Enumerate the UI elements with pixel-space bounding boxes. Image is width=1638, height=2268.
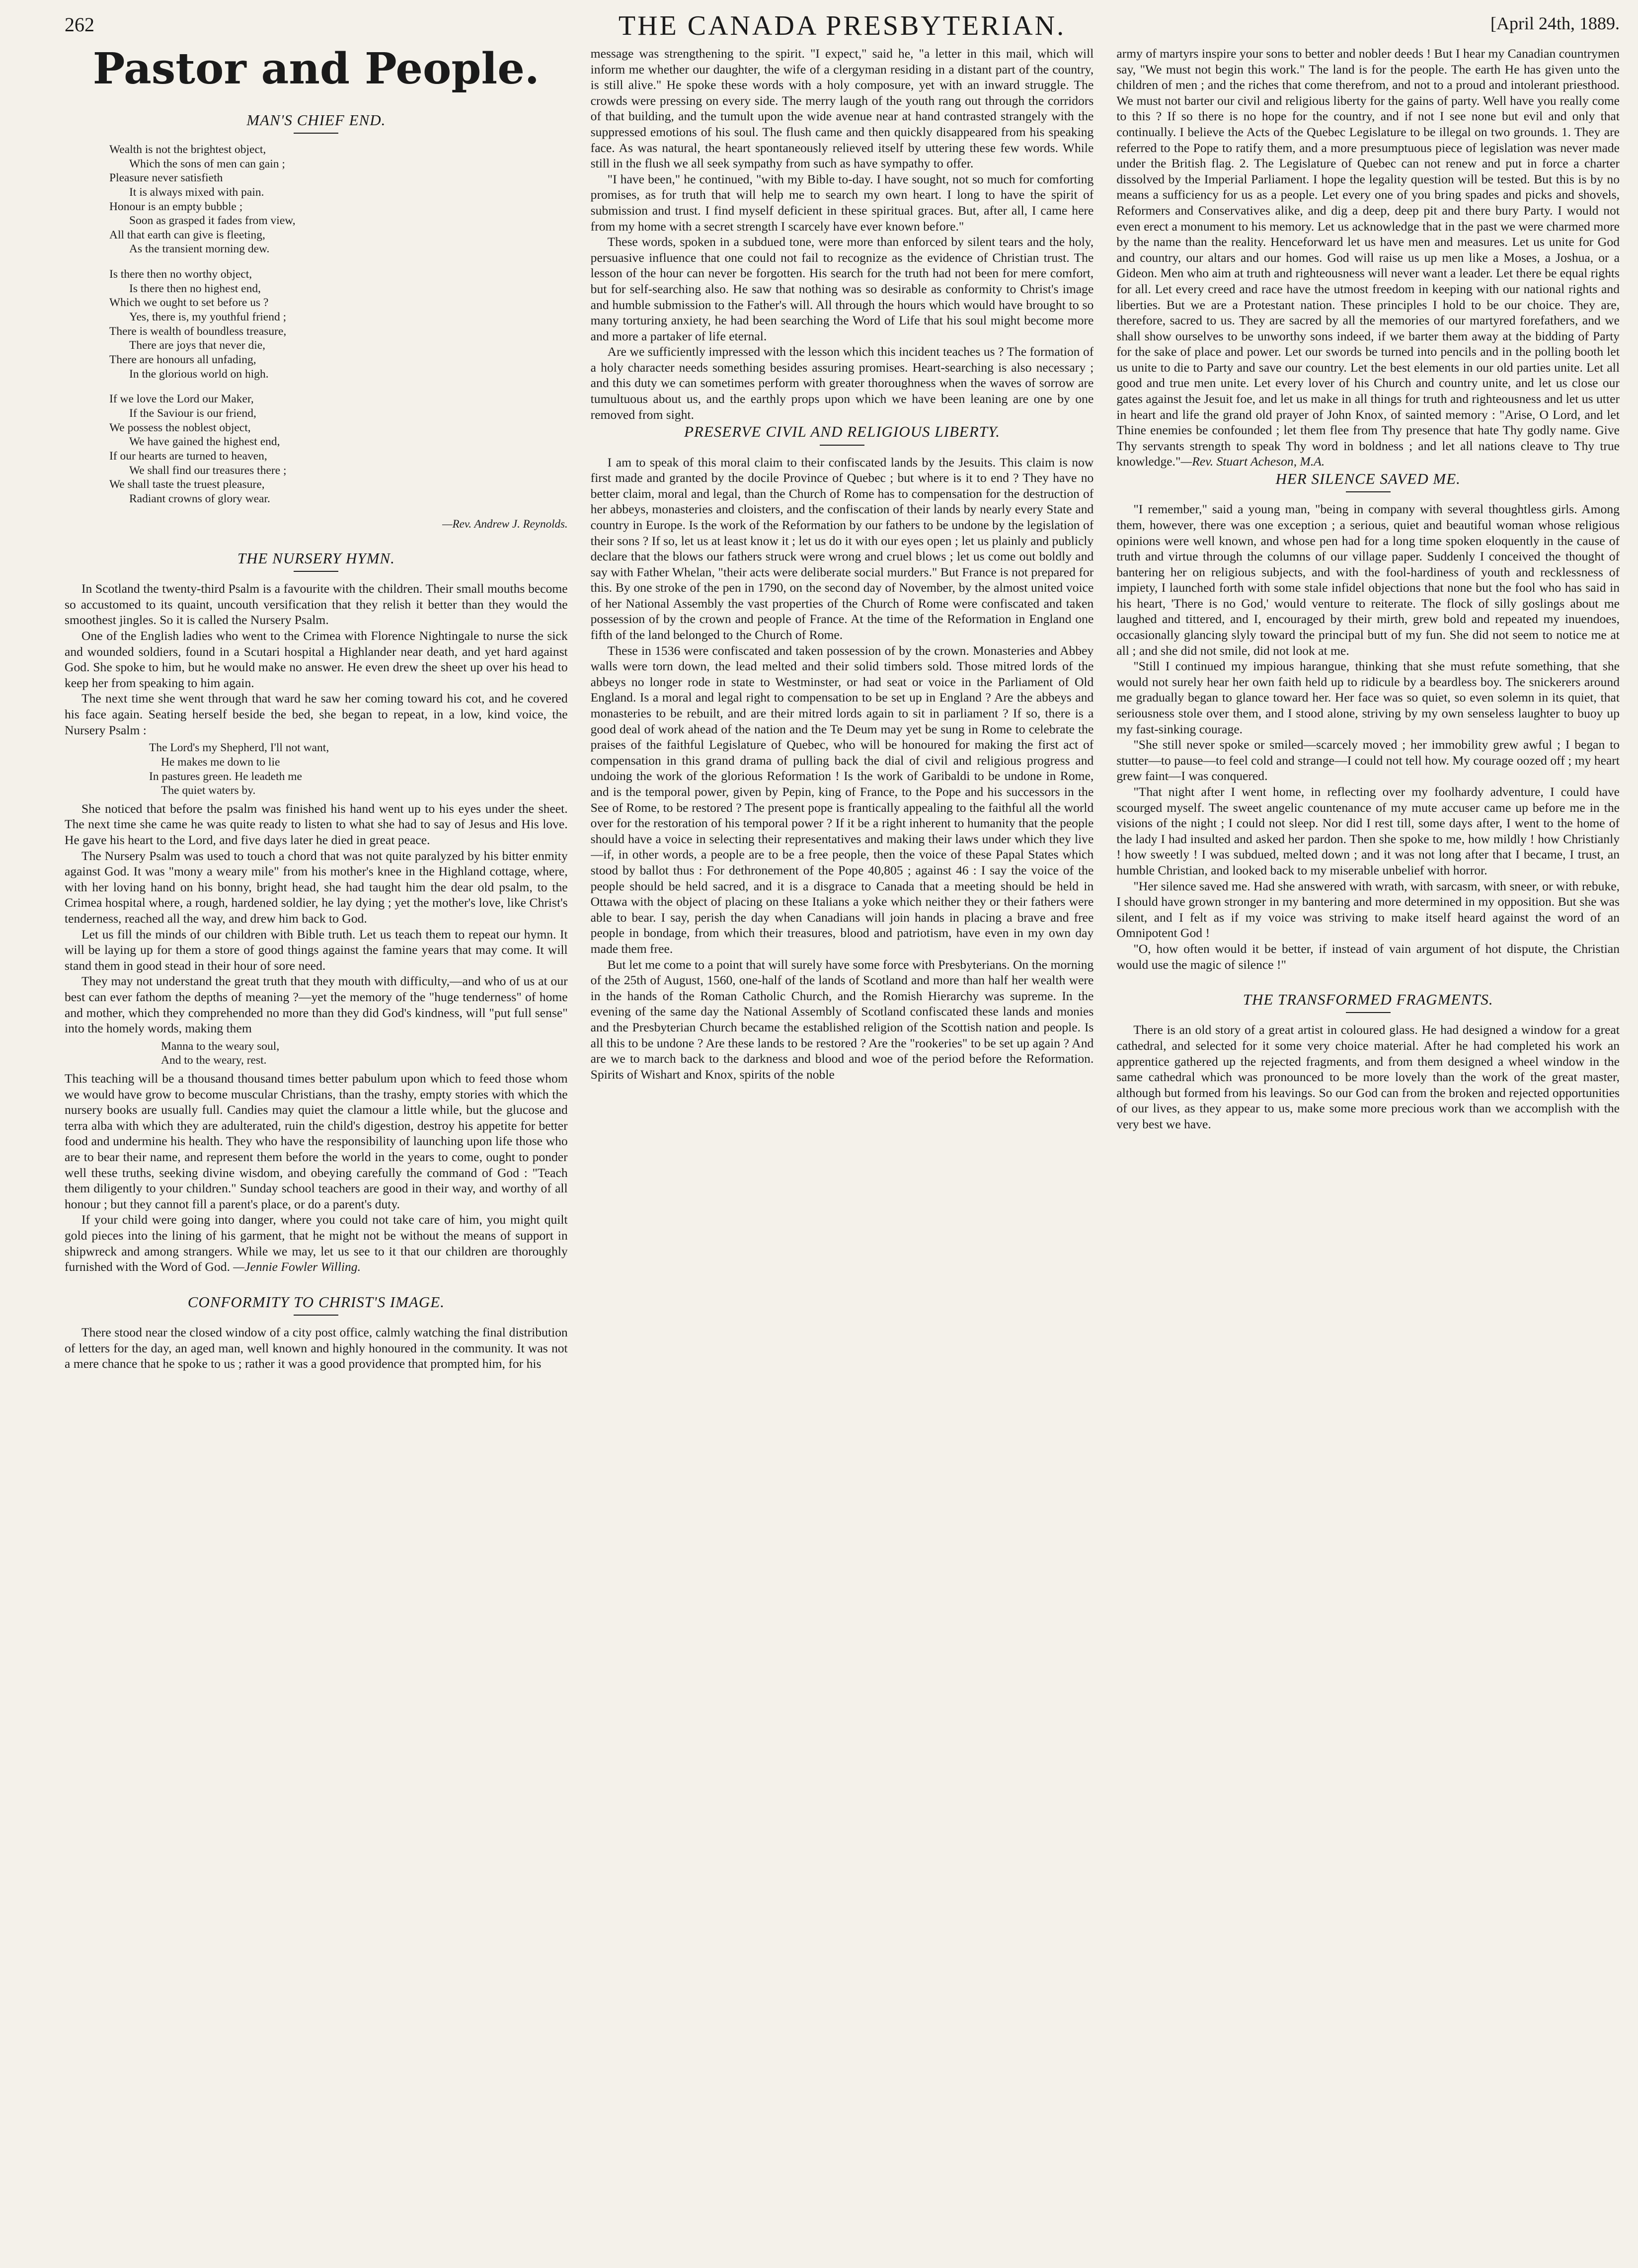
poem-line: There is wealth of boundless treasure,: [109, 324, 287, 338]
paragraph: "I remember," said a young man, "being in company with several thoughtless girls. Among them, however, there was one exception ; a serious, quiet and beautiful woman whose religious opinions were well known, and whose pen had for a long time spoken eloquently in the cause of truth and virtue through the columns of our village paper. Suddenly I conceived the thought of bantering her on religious subjects, and with the fool-hardiness of youth and recklessness of impiety, I launched forth with some stale infidel objections that none but the fool who has said in his heart, 'There is no God,' would venture to reiterate. The flock of silly goslings about me laughed and tittered, and I, encouraged by their mirth, grew bold and repeated my inuendoes, occasionally glancing slyly toward the principal butt of my fun. She did not seem to notice me at all ; and she did not smile, did not look at me.: [1116, 502, 1620, 658]
poem-line: Soon as grasped it fades from view,: [129, 214, 296, 228]
verse-line: He makes me down to lie: [161, 755, 280, 769]
paragraph: These in 1536 were confiscated and taken possession of by the crown. Monasteries and Abbey walls were torn down, the lead melted and their solid timbers sold. Those mitred lords of the abbeys no longer rode in state to Westminster, or had seat or voice in the Parliament of Old England. Is a moral and legal right to compensation to be set up in England ? Are the abbeys and monasteries to be rebuilt, and are their mitred lords again to sit in parliament ? If so, there is a good deal of work ahead of the nation and the Te Deum may yet be sung in Rome to celebrate the praises of the faithful Legislature of Quebec, who will be honoured for making the first act of compensation in this grand drama of pulling back the dial of civil and religious progress and undoing the work of the glorious Reformation ! Is the work of Garibaldi to be undone in Rome, and is the temporal power, given by Pepin, king of France, to the Pope and his successors in the See of Rome, to be restored ? The present pope is frantically appealing to the faithful all the world over for the restoration of his temporal power ? If it be a right inherent to humanity that the people should have a voice in selecting their representatives and making their laws under which they live—if, in other words, a people are to be a free people, then the voice of these Papal States which stood by ballot thus : For dethronement of the Pope 40,805 ; against 46 : I say the voice of the people should be held sacred, and it is a disgrace to Canada that a meeting should be held in Ottawa with the object of placing on these Italians a yoke which neither they or their fathers were able to bear. I say, perish the day when Canadians will join hands in placing a brave and free people in bondage, from which their treasures, blood and patriotism, have even in my own day made them free.: [590, 643, 1094, 956]
poem-line: There are joys that never die,: [129, 339, 266, 352]
running-head: [65, 10, 1620, 42]
poem-line: If the Saviour is our friend,: [129, 407, 256, 420]
paragraph: The Nursery Psalm was used to touch a chord that was not quite paralyzed by his bitter enmity against God. It was "mony a weary mile" from his mother's knee in the Highland cottage, where, with her loving hand on his bonny, bright head, she had taught him the dear old psalm, to the Crimea hospital where, a rough, hardened soldier, he lay dying ; yet the mother's love, like Christ's tenderness, reached all the way, and drew him back to God.: [65, 848, 568, 926]
column-1: [65, 46, 568, 2256]
issue-date: [April 24th, 1889.: [1490, 13, 1620, 33]
paragraph-text: army of martyrs inspire your sons to better and nobler deeds ! But I hear my Canadian countrymen say, "We must not begin this work." The land is for the people. The earth He has given unto the children of men ; and the riches that come therefrom, and not to a proud and intolerant priesthood. We must not barter our civil and religious liberty for the gains of party. Well have you really come to this ? If so there is no hope for the country, and if not I see none but evil and only that continually. I believe the Acts of the Quebec Legislature to be illegal on two grounds. 1. They are referred to the Pope to ratify them, and a more presumptuous piece of legislation was never made under the British flag. 2. The Legislature of Quebec can not renew and put in force a charter dissolved by the Imperial Parliament. I hope the legality question will be tested. But this is by no means a sufficiency for us as a people. Let every one of you bring spades and picks and shovels, Reformers and Conservatives alike, and dig a deep, deep pit and there bury Party. I would not even erect a monument to his memory. Let us acknowledge that in the past we were charmed more by the name than the reality. Henceforward let us have men and measures. Let us unite for God and country, our altars and our homes. God will raise us up men like a Moses, a Joshua, or a Gideon. Men who aim at truth and righteousness will never want a leader. Let there be equal rights for all. Let every creed and race have the utmost freedom in keeping with our national rights and liberties. But we are a Protestant nation. These principles I hold to be our choice. They are, therefore, sacred to us. They are sacred by all the memories of our martyred forefathers, and we shall show ourselves to be unworthy sons indeed, if we barter them away at the bidding of Party for the sake of place and power. Let our swords be turned into pencils and in the polling booth let us unite to die to Party and save our country. Let the best elements in our old parties unite. Let all good and true men unite. Let every lover of his Church and country unite, and let us close our gates against the Jesuit foe, and let us make in all things for truth and righteousness and let us utter in heart and life the grand old prayer of John Knox, of sainted memory : "Arise, O Lord, and let Thine enemies be confounded ; let them flee from Thy presence that hate Thy godly name. Give Thy servants strength to speak Thy word in boldness ; and let all nations cleave to Thy true knowledge.": [1116, 46, 1620, 469]
poem-line: In the glorious world on high.: [129, 367, 269, 381]
paragraph: They may not understand the great truth that they mouth with difficulty,—and who of us at our best can ever fathom the depths of meaning ?—yet the memory of the "huge tenderness" of home and mother, which they comprehended no more than they did God's kindness, will "put full sense" into the homely words, making them: [65, 974, 568, 1036]
verse-line: In pastures green. He leadeth me: [149, 770, 302, 783]
columns: [65, 46, 1620, 2256]
paragraph: Let us fill the minds of our children with Bible truth. Let us teach them to repeat our hymn. It will be laying up for them a store of good things against the famine years that may come. It will stand them in good stead in their hour of sore need.: [65, 927, 568, 973]
newspaper-title: THE CANADA PRESBYTERIAN.: [618, 10, 1066, 41]
poem-stanza: [109, 267, 568, 381]
psalm-verse: [149, 741, 568, 798]
article-title-fragments: THE TRANSFORMED FRAGMENTS.: [1243, 991, 1493, 1009]
poem-line: Is there then no worthy object,: [109, 268, 252, 281]
poem-line: If our hearts are turned to heaven,: [109, 450, 267, 463]
title-rule: [294, 133, 338, 134]
paragraph: The next time she went through that ward he saw her coming toward his cot, and he covered his face again. Seating herself beside the bed, she began to repeat, in a low, kind voice, the Nursery Psalm :: [65, 691, 568, 737]
verse-line: And to the weary, rest.: [161, 1054, 267, 1067]
poem-line: If we love the Lord our Maker,: [109, 392, 254, 406]
paragraph: One of the English ladies who went to the Crimea with Florence Nightingale to nurse the sick and wounded soldiers, found in a Scutari hospital a Highlander near death, and yet hard against God. She spoke to him, but he would make no answer. He even drew the sheet up over his head to keep her from speaking to him again.: [65, 628, 568, 690]
paragraph-text: If your child were going into danger, where you could not take care of him, you might quilt gold pieces into the lining of his garment, that he might not be without the means of support in shipwreck and among strangers. While we may, let us see to it that our children are thoroughly furnished with the Word of God.: [65, 1212, 568, 1274]
poem-line: It is always mixed with pain.: [129, 185, 264, 199]
paragraph: I am to speak of this moral claim to their confiscated lands by the Jesuits. This claim is now first made and granted by the docile Province of Quebec ; but where is it to end ? They have no better claim, moral and legal, than the Church of Rome has to compensation for the destruction of her abbeys, monasteries and cloisters, and the confiscation of their lands by nearly every State and country in Europe. Is the work of the Reformation by our fathers to be undone by the legislation of their sons ? If so, let us at least know it ; let us do it with our eyes open ; let us plainly and publicly declare that the blows our fathers struck were wrong and cruel blows ; let us come out boldly and say with Father Whelan, "their acts were deliberate social murders." But France is not prepared for this. By one stroke of the pen in 1790, on the second day of November, by the almost united voice of her National Assembly the vast properties of the Church of Rome were confiscated and taken possession of by the crown and people of France. At the time of the Reformation in England one fifth of the land belonged to the Church of Rome.: [590, 455, 1094, 642]
title-rule: [1346, 1012, 1391, 1013]
poem-line: Honour is an empty bubble ;: [109, 200, 243, 213]
poem-line: Which the sons of men can gain ;: [129, 157, 285, 170]
title-rule: [294, 1315, 338, 1316]
paragraph: message was strengthening to the spirit. "I expect," said he, "a letter in this mail, which will inform me whether our daughter, the wife of a clergyman residing in a distant part of the country, is still alive." He spoke these words with a holy composure, yet with an inward struggle. The crowds were pressing on every side. The merry laugh of the youth rang out through the corridors of that building, and the tumult upon the wide avenue near at hand contrasted strangely with the suppressed emotions of his soul. The flush came and then quickly disappeared from his speaking face. As was natural, the heart spontaneously relieved itself by uttering these few words. While still in the flush we all seek sympathy from such as have sympathy to offer.: [590, 46, 1094, 171]
article-title-liberty: PRESERVE CIVIL AND RELIGIOUS LIBERTY.: [684, 423, 1001, 441]
poem-line: There are honours all unfading,: [109, 353, 256, 367]
section-title: Pastor and People.: [92, 46, 540, 94]
paragraph: This teaching will be a thousand thousand times better pabulum upon which to feed those whom we would have grow to become muscular Christians, than the trashy, empty stories with which the nursery books are usually full. Candies may quiet the clamour a little while, but the glucose and terra alba with which they are adulterated, ruin the child's digestion, destroy his appetite for better food and undermine his health. They who have the responsibility of launching upon life those who are to bear their name, and represent them before the world in the years to come, ought to ponder well these truths, seeking divine wisdom, and obeying carefully the command of God : "Teach them diligently to your children." Sunday school teachers are good in their way, and worthy of all honour ; but they cannot fill a parent's place, or do a parent's duty.: [65, 1071, 568, 1211]
column-3: [1116, 46, 1620, 2256]
article-title-her-silence: HER SILENCE SAVED ME.: [1275, 470, 1461, 488]
paragraph: These words, spoken in a subdued tone, were more than enforced by silent tears and the holy, persuasive influence that one could not fail to recognize as the evidence of Christian trust. The lesson of the hour can never be forgotten. His search for the truth had not been for mere comfort, but for self-searching also. He saw that nothing was so desirable as conformity to Christ's image and humble submission to the Father's will. All through the hours which would have brought to so many torturing anxiety, he had been searching the Word of Life that his soul might become more and more a partaker of life eternal.: [590, 235, 1094, 343]
title-rule: [820, 445, 864, 446]
verse-line: The Lord's my Shepherd, I'll not want,: [149, 741, 329, 755]
paragraph: "Still I continued my impious harangue, thinking that she must refute something, that she would not surely hear her own faith held up to ridicule by a beardless boy. The snickerers around me gradually began to glance toward her. Her face was so quiet, so even solemn in its quiet, that seriousness stole over them, and I stood alone, striving by my own senseless laughter to buoy up my fast-sinking courage.: [1116, 659, 1620, 736]
poem-line: All that earth can give is fleeting,: [109, 228, 265, 241]
poem-line: Is there then no highest end,: [129, 282, 261, 295]
paragraph: [65, 1212, 568, 1274]
poem-signature: —Rev. Andrew J. Reynolds.: [442, 517, 568, 530]
newspaper-page: [65, 10, 1620, 2256]
paragraph: There stood near the closed window of a city post office, calmly watching the final distribution of letters for the day, an aged man, well known and highly honoured in the community. It was not a mere chance that he spoke to us ; rather it was a good providence that prompted him, for his: [65, 1325, 568, 1371]
poem: [109, 143, 568, 506]
hymn-verse: [149, 1039, 568, 1068]
paragraph: "That night after I went home, in reflecting over my foolhardy adventure, I could have scourged myself. The sweet angelic countenance of my mute accuser came up before me in the visions of the night ; I could not sleep. Nor did I rest till, some days after, I went to the home of the lady I had insulted and asked her pardon. Then she spoke to me, how mildly ! how Christianly ! how sweetly ! I was subdued, melted down ; and it was not long after that I became, I trust, an humble Christian, and looked back to my miserable unbelief with horror.: [1116, 784, 1620, 877]
paragraph: She noticed that before the psalm was finished his hand went up to his eyes under the sheet. The next time she came he was quite ready to listen to what she had to say of Jesus and His love. He gave his heart to the Lord, and five days later he died in great peace.: [65, 801, 568, 848]
verse-line: Manna to the weary soul,: [161, 1039, 280, 1053]
paragraph: There is an old story of a great artist in coloured glass. He had designed a window for a great cathedral, and selected for it some very choice material. After he had completed his work an apprentice gathered up the rejected fragments, and from them designed a wheel window in the same cathedral which was pronounced to be more lovely than the work of the great master, although but formed from his leavings. So our God can from the broken and rejected opportunities of our lives, as they appear to us, make some more precious work than we accomplish with the very best we have.: [1116, 1022, 1620, 1131]
poem-line: We shall taste the truest pleasure,: [109, 478, 265, 491]
article-author: —Jennie Fowler Willing.: [233, 1259, 361, 1274]
verse-line: The quiet waters by.: [161, 784, 256, 797]
article-title-conformity: CONFORMITY TO CHRIST'S IMAGE.: [187, 1293, 445, 1311]
article-title-mans-chief-end: MAN'S CHIEF END.: [246, 111, 386, 129]
poem-line: Wealth is not the brightest object,: [109, 143, 266, 156]
poem-line: Yes, there is, my youthful friend ;: [129, 311, 287, 324]
poem-line: As the transient morning dew.: [129, 242, 270, 256]
paragraph: But let me come to a point that will surely have some force with Presbyterians. On the morning of the 25th of August, 1560, one-half of the lands of Scotland and more than half her wealth were in the hands of the Roman Catholic Church, and the Romish Hierarchy was supreme. In the evening of the same day the National Assembly of Scotland confiscated these lands and monies and the Presbyterian Church became the established religion of the Scottish nation and people. Is all this to be undone ? Are these lands to be restored ? Are the "rookeries" to be set up again ? And are we to march back to the darkness and blood and woe of the period before the Reformation. Spirits of Wishart and Knox, spirits of the noble: [590, 957, 1094, 1082]
page-number: 262: [65, 13, 94, 36]
paragraph: [1116, 46, 1620, 469]
paragraph: Are we sufficiently impressed with the lesson which this incident teaches us ? The formation of a holy character needs something besides assuring promises. Heart-searching is also necessary ; and this duty we can sometimes perform with greater thoroughness when the waves of sorrow are tumultuous about us, and the earthly props upon which we have been leaning are one by one removed from sight.: [590, 344, 1094, 422]
title-rule: [294, 571, 338, 572]
poem-line: We possess the noblest object,: [109, 421, 251, 434]
paragraph: In Scotland the twenty-third Psalm is a favourite with the children. Their small mouths become so accustomed to its quaint, uncouth versification that they relish it better than they would the smoothest jingles. So it is called the Nursery Psalm.: [65, 581, 568, 627]
poem-stanza: [109, 392, 568, 506]
poem-line: We shall find our treasures there ;: [129, 464, 287, 477]
poem-line: We have gained the highest end,: [129, 435, 280, 449]
paragraph: "I have been," he continued, "with my Bible to-day. I have sought, not so much for comforting promises, as for truth that will help me to search my own heart. I long to have the spirit of submission and trust. I find myself deficient in these spiritual graces. But, after all, I came here from my home with a secret strength I scarcely have ever known before.": [590, 171, 1094, 234]
poem-line: Pleasure never satisfieth: [109, 171, 223, 185]
column-2: [591, 46, 1094, 2256]
poem-line: Radiant crowns of glory wear.: [129, 492, 270, 505]
poem-stanza: [109, 143, 568, 256]
article-author: —Rev. Stuart Acheson, M.A.: [1180, 454, 1325, 469]
paragraph: "She still never spoke or smiled—scarcely moved ; her immobility grew awful ; I began to stutter—to pause—to feel cold and strange—I could not tell how. My courage oozed off ; my heart grew faint—I was conquered.: [1116, 737, 1620, 783]
article-title-nursery-hymn: THE NURSERY HYMN.: [237, 549, 395, 567]
paragraph: "O, how often would it be better, if instead of vain argument of hot dispute, the Christian would use the magic of silence !": [1116, 941, 1620, 972]
poem-line: Which we ought to set before us ?: [109, 296, 269, 310]
title-rule: [1346, 491, 1391, 492]
paragraph: "Her silence saved me. Had she answered with wrath, with sarcasm, with sneer, or with rebuke, I should have grown stronger in my bantering and more determined in my opposition. But she was silent, and I felt as if my voice was striving to make itself heard against the word of an Omnipotent God !: [1116, 878, 1620, 940]
